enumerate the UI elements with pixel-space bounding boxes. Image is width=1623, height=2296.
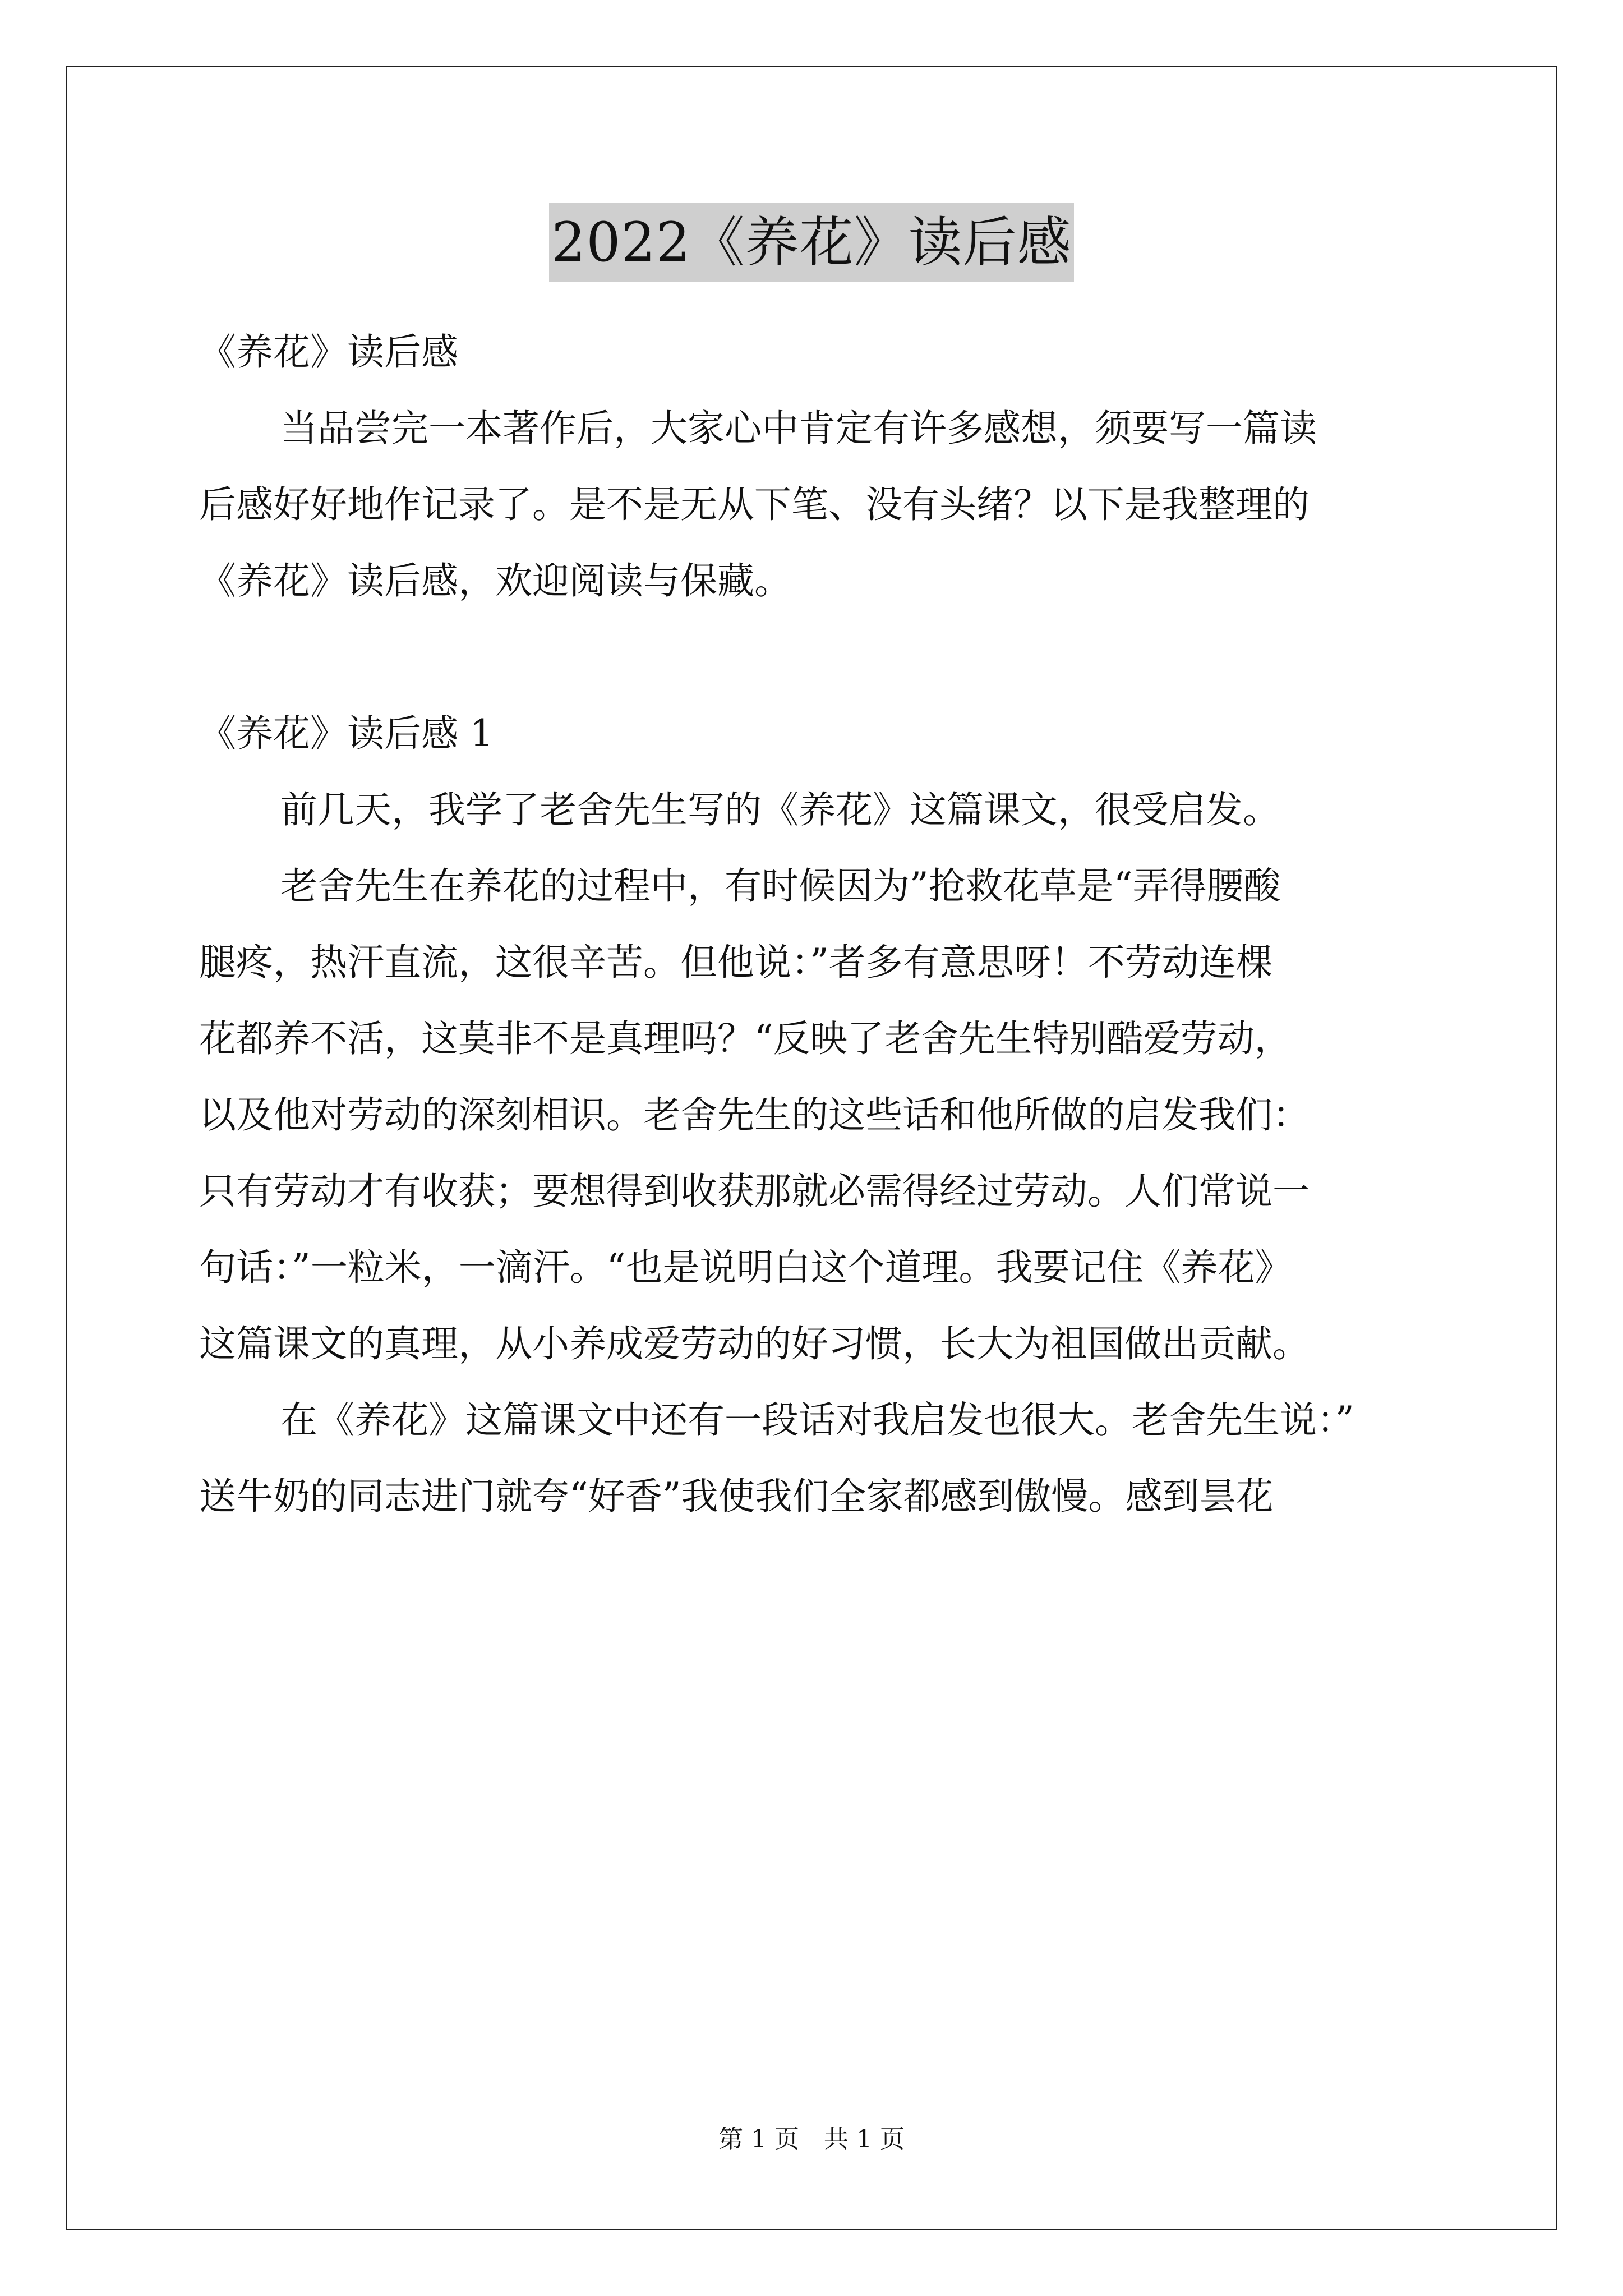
document-body	[199, 314, 1489, 1535]
document-title: 2022《养花》读后感	[549, 203, 1073, 282]
paragraph-line: 在《养花》这篇课文中还有一段话对我启发也很大。老舍先生说：”	[280, 1398, 1354, 1442]
paragraph-line: 腿疼，热汗直流，这很辛苦。但他说：”者多有意思呀！不劳动连棵	[199, 941, 1273, 984]
paragraph-line: 送牛奶的同志进门就夸“好香”我使我们全家都感到傲慢。感到昙花	[199, 1475, 1274, 1518]
blank-line	[199, 619, 1489, 696]
title-container	[0, 203, 1623, 282]
intro-line: 当品尝完一本著作后，大家心中肯定有许多感想，须要写一篇读	[280, 407, 1317, 450]
paragraph-line: 只有劳动才有收获；要想得到收获那就必需得经过劳动。人们常说一	[199, 1170, 1310, 1213]
paragraph-line: 花都养不活，这莫非不是真理吗？“反映了老舍先生特别酷爱劳动，	[199, 1017, 1292, 1060]
paragraph-line: 句话：”一粒米，一滴汗。“也是说明白这个道理。我要记住《养花》	[199, 1246, 1292, 1289]
intro-line: 《养花》读后感，欢迎阅读与保藏。	[199, 559, 791, 602]
paragraph-line: 前几天，我学了老舍先生写的《养花》这篇课文，很受启发。	[280, 788, 1280, 831]
paragraph-line: 以及他对劳动的深刻相识。老舍先生的这些话和他所做的启发我们：	[199, 1093, 1310, 1137]
page-footer: 第 1 页 共 1 页	[718, 2125, 905, 2154]
paragraph-line: 老舍先生在养花的过程中，有时候因为”抢救花草是“弄得腰酸	[280, 864, 1281, 908]
heading: 《养花》读后感	[199, 330, 458, 374]
intro-line: 后感好好地作记录了。是不是无从下笔、没有头绪？以下是我整理的	[199, 483, 1310, 526]
paragraph-line: 这篇课文的真理，从小养成爱劳动的好习惯，长大为祖国做出贡献。	[199, 1322, 1310, 1365]
section-heading: 《养花》读后感 1	[199, 712, 494, 755]
